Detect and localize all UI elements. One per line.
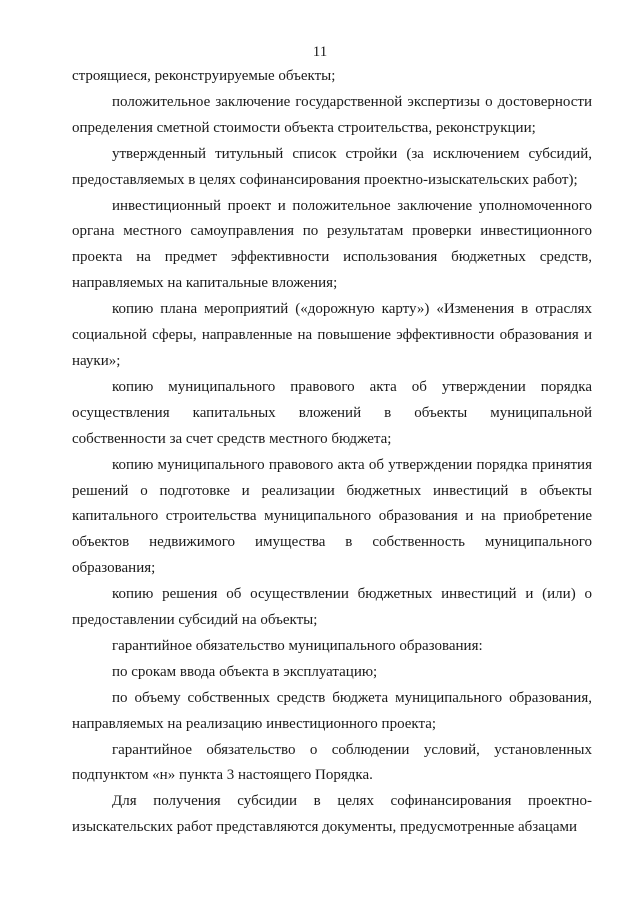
paragraph: копию решения об осуществлении бюджетных инвестиций и (или) о предоставлении субсидий на объекты; [72,586,592,629]
paragraph: копию плана мероприятий («дорожную карту») «Изменения в отраслях социальной сферы, направленные на повышение эффективности образования и науки»; [72,301,592,369]
paragraph: утвержденный титульный список стройки (за исключением субсидий, предоставляемых в целях софинансирования проектно-изыскательских работ); [72,145,592,188]
paragraph: по объему собственных средств бюджета муниципального образования, направляемых на реализацию инвестиционного проекта; [72,689,592,732]
document-body [72,64,592,841]
paragraph: положительное заключение государственной экспертизы о достоверности определения сметной стоимости объекта строительства, реконструкции; [72,93,592,136]
paragraph: инвестиционный проект и положительное заключение уполномоченного органа местного самоуправления по результатам проверки инвестиционного проекта на предмет эффективности использования бюджетных средств, направляемых на капитальные вложения; [72,197,592,292]
paragraph: копию муниципального правового акта об утверждении порядка осуществления капитальных вложений в объекты муниципальной собственности за счет средств местного бюджета; [72,378,592,447]
paragraph: по срокам ввода объекта в эксплуатацию; [112,663,378,680]
paragraph: Для получения субсидии в целях софинансирования проектно-изыскательских работ представляются документы, предусмотренные абзацами [72,793,592,836]
paragraph: копию муниципального правового акта об утверждении порядка принятия решений о подготовке и реализации бюджетных инвестиций в объекты капитального строительства муниципального образования и на приобретение объектов недвижимого имущества в собственность муниципального образования; [72,456,592,577]
paragraph: гарантийное обязательство о соблюдении условий, установленных подпунктом «н» пункта 3 настоящего Порядка. [72,741,592,784]
paragraph: строящиеся, реконструируемые объекты; [72,68,336,84]
paragraph: гарантийное обязательство муниципального образования: [112,637,483,654]
page-number: 11 [312,44,328,60]
